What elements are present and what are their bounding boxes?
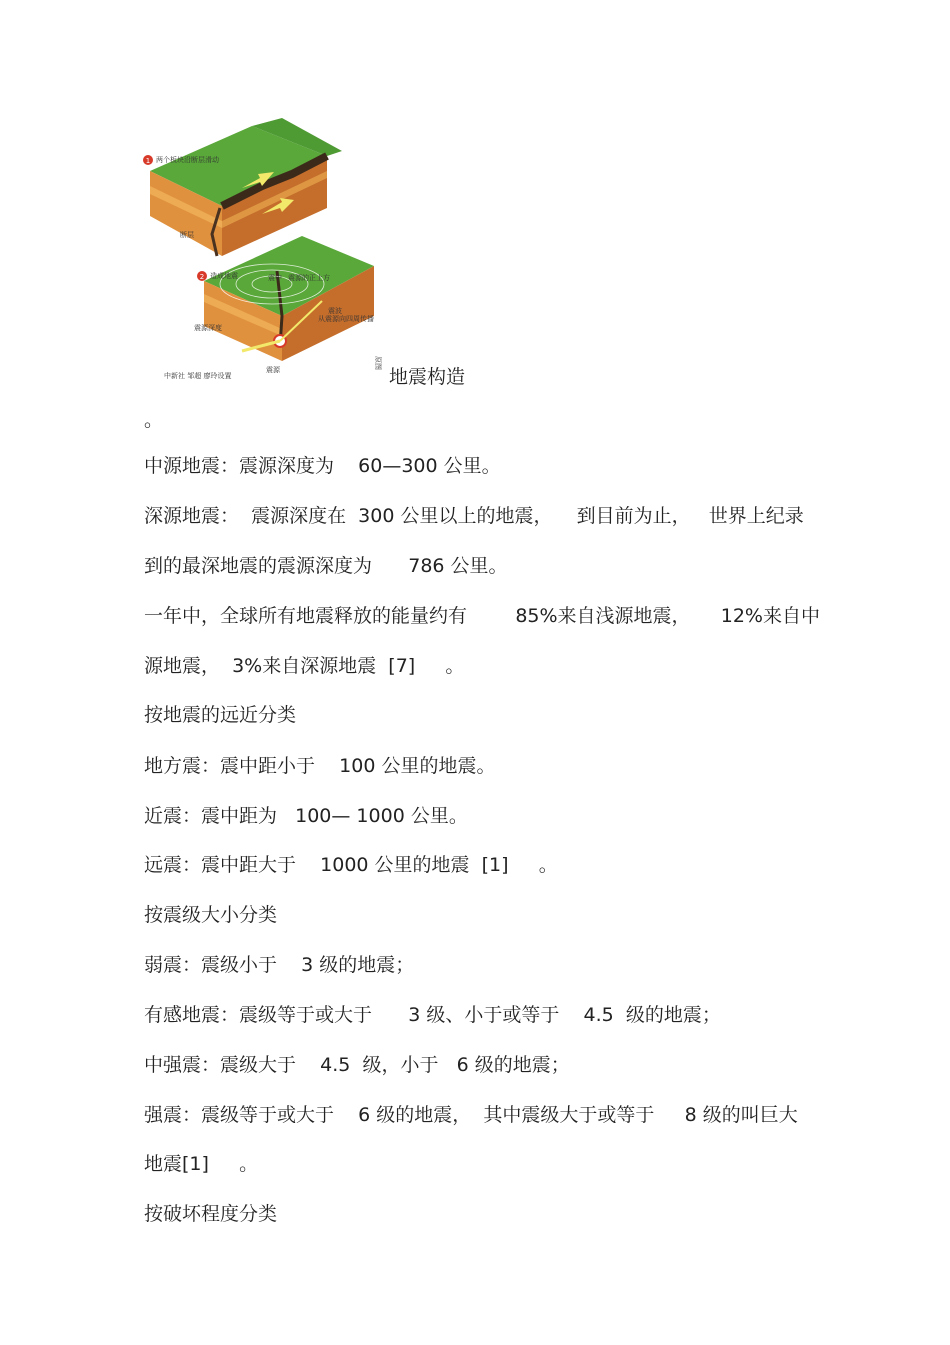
paragraph-line: 中强震：震级大于 4.5 级，小于 6 级的地震； <box>144 1054 570 1076</box>
paragraph-line: 到的最深地震的震源深度为 786 公里。 <box>144 555 508 577</box>
paragraph-line: 地震[1] 。 <box>144 1153 259 1175</box>
paragraph-line: 强震：震级等于或大于 6 级的地震， 其中震级大于或等于 8 级的叫巨大 <box>144 1104 798 1126</box>
step1-title: 两个板块沿断层滑动 <box>156 156 219 164</box>
paragraph-line: 深源地震： 震源深度在 300 公里以上的地震， 到目前为止， 世界上纪录 <box>144 505 804 527</box>
step2-title: 造成地震 <box>210 272 238 280</box>
paragraph-line: 近震：震中距为 100— 1000 公里。 <box>144 805 468 827</box>
paragraph-line: 地方震：震中距小于 100 公里的地震。 <box>144 755 496 777</box>
section-heading: 按地震的远近分类 <box>144 704 297 726</box>
fault-block-top <box>150 118 342 256</box>
paragraph-line: 远震：震中距大于 1000 公里的地震 [1] 。 <box>144 854 558 876</box>
paragraph-line: 有感地震：震级等于或大于 3 级、小于或等于 4.5 级的地震； <box>144 1004 721 1026</box>
focus-label: 震源 <box>266 366 280 374</box>
paragraph-line: 。 <box>144 409 164 431</box>
fault-label: 断层 <box>180 231 194 239</box>
paragraph-line: 中源地震：震源深度为 60—300 公里。 <box>144 455 501 477</box>
section-heading: 按震级大小分类 <box>144 904 278 926</box>
seismic-wave-note: 从震源向四周传播 <box>318 315 374 323</box>
seismic-wave-label: 震波 <box>328 307 342 315</box>
figure-side-credit: 原图 <box>374 356 382 370</box>
epicenter-label: 震中 <box>268 274 282 282</box>
paragraph-line: 弱震：震级小于 3 级的地震； <box>144 954 415 976</box>
paragraph-line: 源地震， 3%来自深源地震 [7] 。 <box>144 655 465 677</box>
paragraph-line: 一年中，全球所有地震释放的能量约有 85%来自浅源地震， 12%来自中 <box>144 605 820 627</box>
step1-number: 1 <box>145 157 151 165</box>
earthquake-structure-figure <box>142 116 392 386</box>
earthquake-diagram <box>142 116 392 386</box>
focus-depth-label: 震源深度 <box>194 324 222 332</box>
fault-block-bottom <box>204 236 374 361</box>
figure-credit: 中新社 邹超 廖玲设置 <box>164 372 232 380</box>
epicenter-note: 震源的正上方 <box>288 274 330 282</box>
step2-number: 2 <box>199 273 205 281</box>
section-heading: 按破坏程度分类 <box>144 1203 278 1225</box>
figure-caption: 地震构造 <box>389 366 466 388</box>
